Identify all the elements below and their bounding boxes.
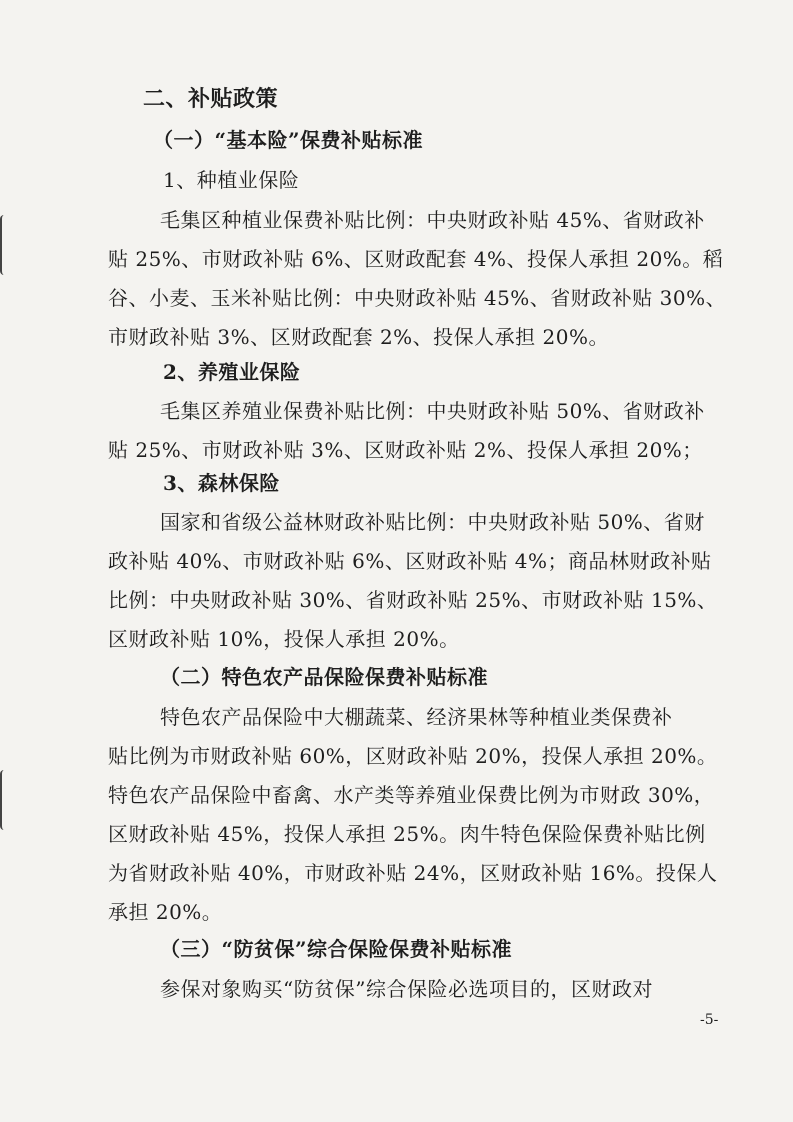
paragraph-line: 承担 20%。 [108,900,223,924]
paragraph-line: 贴 25%、市财政补贴 3%、区财政补贴 2%、投保人承担 20%； [108,438,703,462]
binding-mark [0,215,8,275]
item-title: 3、森林保险 [163,471,280,495]
paragraph-line: 贴比例为市财政补贴 60%，区财政补贴 20%，投保人承担 20%。 [108,744,718,768]
paragraph-line: 毛集区养殖业保费补贴比例：中央财政补贴 50%、省财政补 [160,399,705,423]
paragraph-line: 特色农产品保险中畜禽、水产类等养殖业保费比例为市财政 30%， [108,783,715,807]
paragraph-line: 贴 25%、市财政补贴 6%、区财政配套 4%、投保人承担 20%。稻 [108,247,724,271]
subsection-heading: （一）“基本险”保费补贴标准 [153,128,424,152]
paragraph-line: 为省财政补贴 40%，市财政补贴 24%，区财政补贴 16%。投保人 [108,861,718,885]
item-title: 1、种植业保险 [163,168,300,192]
subsection-heading: （三）“防贫保”综合保险保费补贴标准 [160,937,513,961]
paragraph-line: 参保对象购买“防贫保”综合保险必选项目的，区财政对 [160,977,653,1001]
paragraph-line: 市财政补贴 3%、区财政配套 2%、投保人承担 20%。 [108,325,609,349]
paragraph-line: 区财政补贴 10%，投保人承担 20%。 [108,627,460,651]
section-title: 二、补贴政策 [143,86,279,112]
paragraph-line: 区财政补贴 45%，投保人承担 25%。肉牛特色保险保费补贴比例 [108,822,706,846]
paragraph-line: 毛集区种植业保费补贴比例：中央财政补贴 45%、省财政补 [160,208,705,232]
binding-mark [0,770,8,830]
paragraph-line: 国家和省级公益林财政补贴比例：中央财政补贴 50%、省财 [160,510,705,534]
subsection-heading: （二）特色农产品保险保费补贴标准 [160,665,488,689]
page-number: -5- [700,1012,719,1028]
paragraph-line: 比例：中央财政补贴 30%、省财政补贴 25%、市财政补贴 15%、 [108,588,718,612]
paragraph-line: 政补贴 40%、市财政补贴 6%、区财政补贴 4%；商品林财政补贴 [108,549,712,573]
paragraph-line: 谷、小麦、玉米补贴比例：中央财政补贴 45%、省财政补贴 30%、 [108,286,727,310]
item-title: 2、养殖业保险 [163,360,301,384]
paragraph-line: 特色农产品保险中大棚蔬菜、经济果林等种植业类保费补 [160,705,673,729]
